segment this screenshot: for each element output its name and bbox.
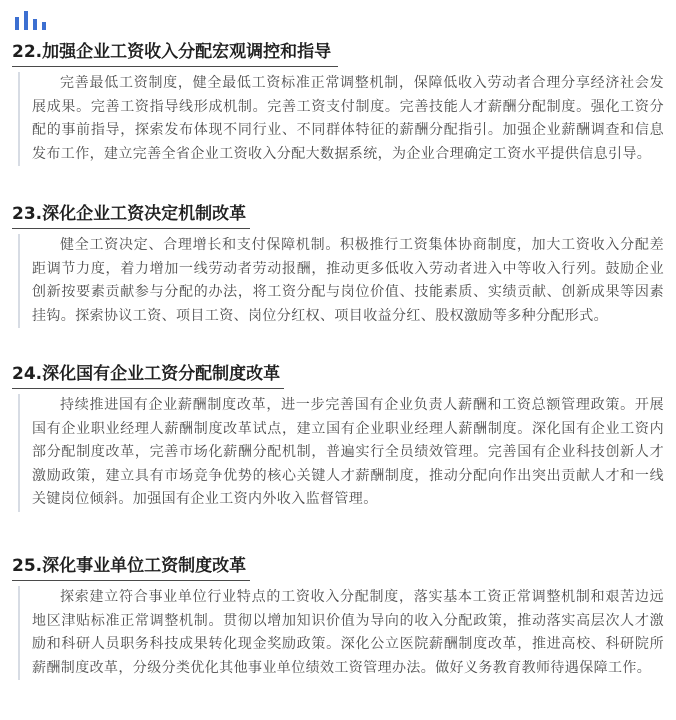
heading-underline: [12, 580, 250, 581]
section-number: 25.: [12, 556, 43, 576]
section-title: 深化事业单位工资制度改革: [42, 556, 247, 576]
heading-underline: [12, 66, 338, 67]
section-text-box: [18, 72, 668, 166]
section-text-box: [18, 234, 668, 328]
section-title: 深化企业工资决定机制改革: [42, 204, 247, 224]
section-heading: [12, 202, 246, 226]
section-heading: [12, 40, 331, 64]
section-heading: [12, 362, 280, 386]
section-number: 23.: [12, 204, 43, 224]
section-paragraph: 健全工资决定、合理增长和支付保障机制。积极推行工资集体协商制度，加大工资收入分配差距调节力度，着力增加一线劳动者劳动报酬，推动更多低收入劳动者进入中等收入行列。鼓励企业创新按要素贡献参与分配的办法，将工资分配与岗位价值、技能素质、实绩贡献、创新成果等因素挂钩。探索协议工资、项目工资、岗位分红权、项目收益分红、股权激励等多种分配形式。: [32, 237, 664, 324]
heading-underline: [12, 388, 284, 389]
section-title: 加强企业工资收入分配宏观调控和指导: [42, 42, 332, 62]
section-text-box: [18, 394, 668, 512]
section-title: 深化国有企业工资分配制度改革: [42, 364, 281, 384]
section-heading: [12, 554, 246, 578]
heading-underline: [12, 228, 250, 229]
section-text-box: [18, 586, 668, 680]
section-number: 22.: [12, 42, 43, 62]
section-paragraph: 持续推进国有企业薪酬制度改革，进一步完善国有企业负责人薪酬和工资总额管理政策。开展国有企业职业经理人薪酬制度改革试点，建立国有企业职业经理人薪酬制度。深化国有企业工资内部分配制度改革，完善市场化薪酬分配机制，普遍实行全员绩效管理。完善国有企业科技创新人才激励政策，建立具有市场竞争优势的核心关键人才薪酬制度，推动分配向作出突出贡献人才和一线关键岗位倾斜。加强国有企业工资内外收入监督管理。: [32, 397, 664, 507]
section-number: 24.: [12, 364, 43, 384]
section-paragraph: 探索建立符合事业单位行业特点的工资收入分配制度，落实基本工资正常调整机制和艰苦边远地区津贴标准正常调整机制。贯彻以增加知识价值为导向的收入分配政策，推动落实高层次人才激励和科研人员职务科技成果转化现金奖励政策。深化公立医院薪酬制度改革，推进高校、科研院所薪酬制度改革，分级分类优化其他事业单位绩效工资管理办法。做好义务教育教师待遇保障工作。: [32, 589, 664, 676]
bar-chart-icon: [14, 8, 48, 30]
section-paragraph: 完善最低工资制度，健全最低工资标准正常调整机制，保障低收入劳动者合理分享经济社会发展成果。完善工资指导线形成机制。完善工资支付制度。完善技能人才薪酬分配制度。强化工资分配的事前指导，探索发布体现不同行业、不同群体特征的薪酬分配指引。加强企业薪酬调查和信息发布工作，建立完善全省企业工资收入分配大数据系统，为企业合理确定工资水平提供信息引导。: [32, 75, 664, 162]
